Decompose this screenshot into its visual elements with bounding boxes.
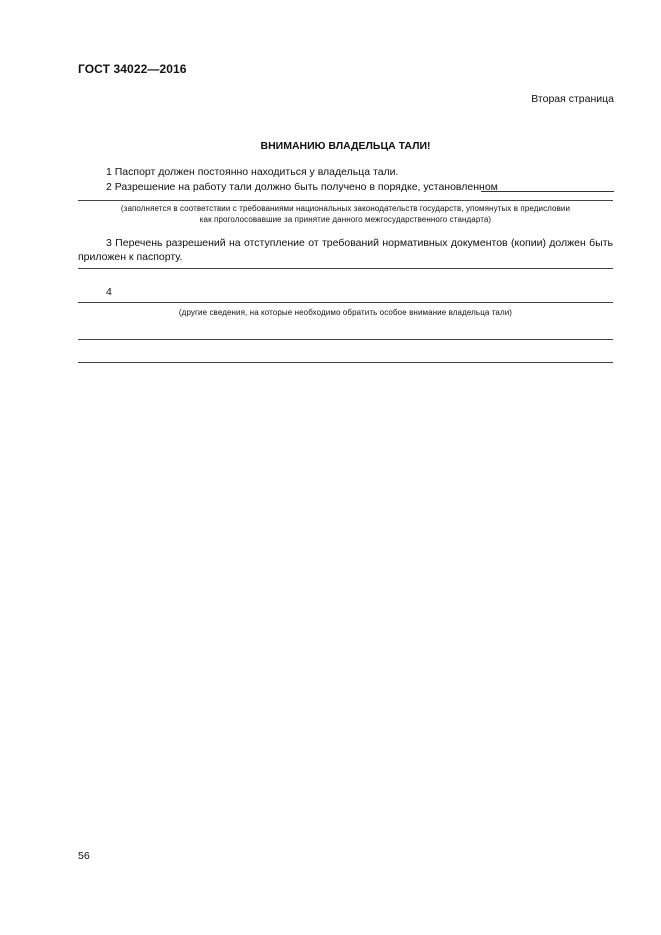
note-line-2: как проголосовавшие за принятие данного межгосударственного стандарта)	[199, 215, 492, 224]
fill-line-2	[78, 268, 613, 269]
fill-line-1	[78, 200, 613, 201]
item-1: 1 Паспорт должен постоянно находиться у владельца тали.	[106, 166, 399, 178]
document-header: ГОСТ 34022—2016	[78, 62, 187, 76]
fill-line-5	[78, 362, 613, 363]
page-label: Вторая страница	[531, 93, 614, 105]
item-3: 3 Перечень разрешений на отступление от требований нормативных документов (копии) должен быть приложен к паспорту.	[78, 237, 613, 263]
section-title: ВНИМАНИЮ ВЛАДЕЛЬЦА ТАЛИ!	[260, 140, 431, 152]
item-2-fill-line	[481, 191, 614, 192]
item-2: 2 Разрешение на работу тали должно быть получено в порядке, установленном	[106, 181, 498, 193]
fill-line-3	[78, 302, 613, 303]
fill-line-4	[78, 339, 613, 340]
note-other: (другие сведения, на которые необходимо обратить особое внимание владельца тали)	[178, 308, 513, 317]
page-number: 56	[78, 850, 90, 862]
item-4: 4	[106, 286, 112, 298]
note-line-1: (заполняется в соответствии с требованиями национальных законодательств государств, упомянутых в предисловии	[120, 204, 571, 213]
